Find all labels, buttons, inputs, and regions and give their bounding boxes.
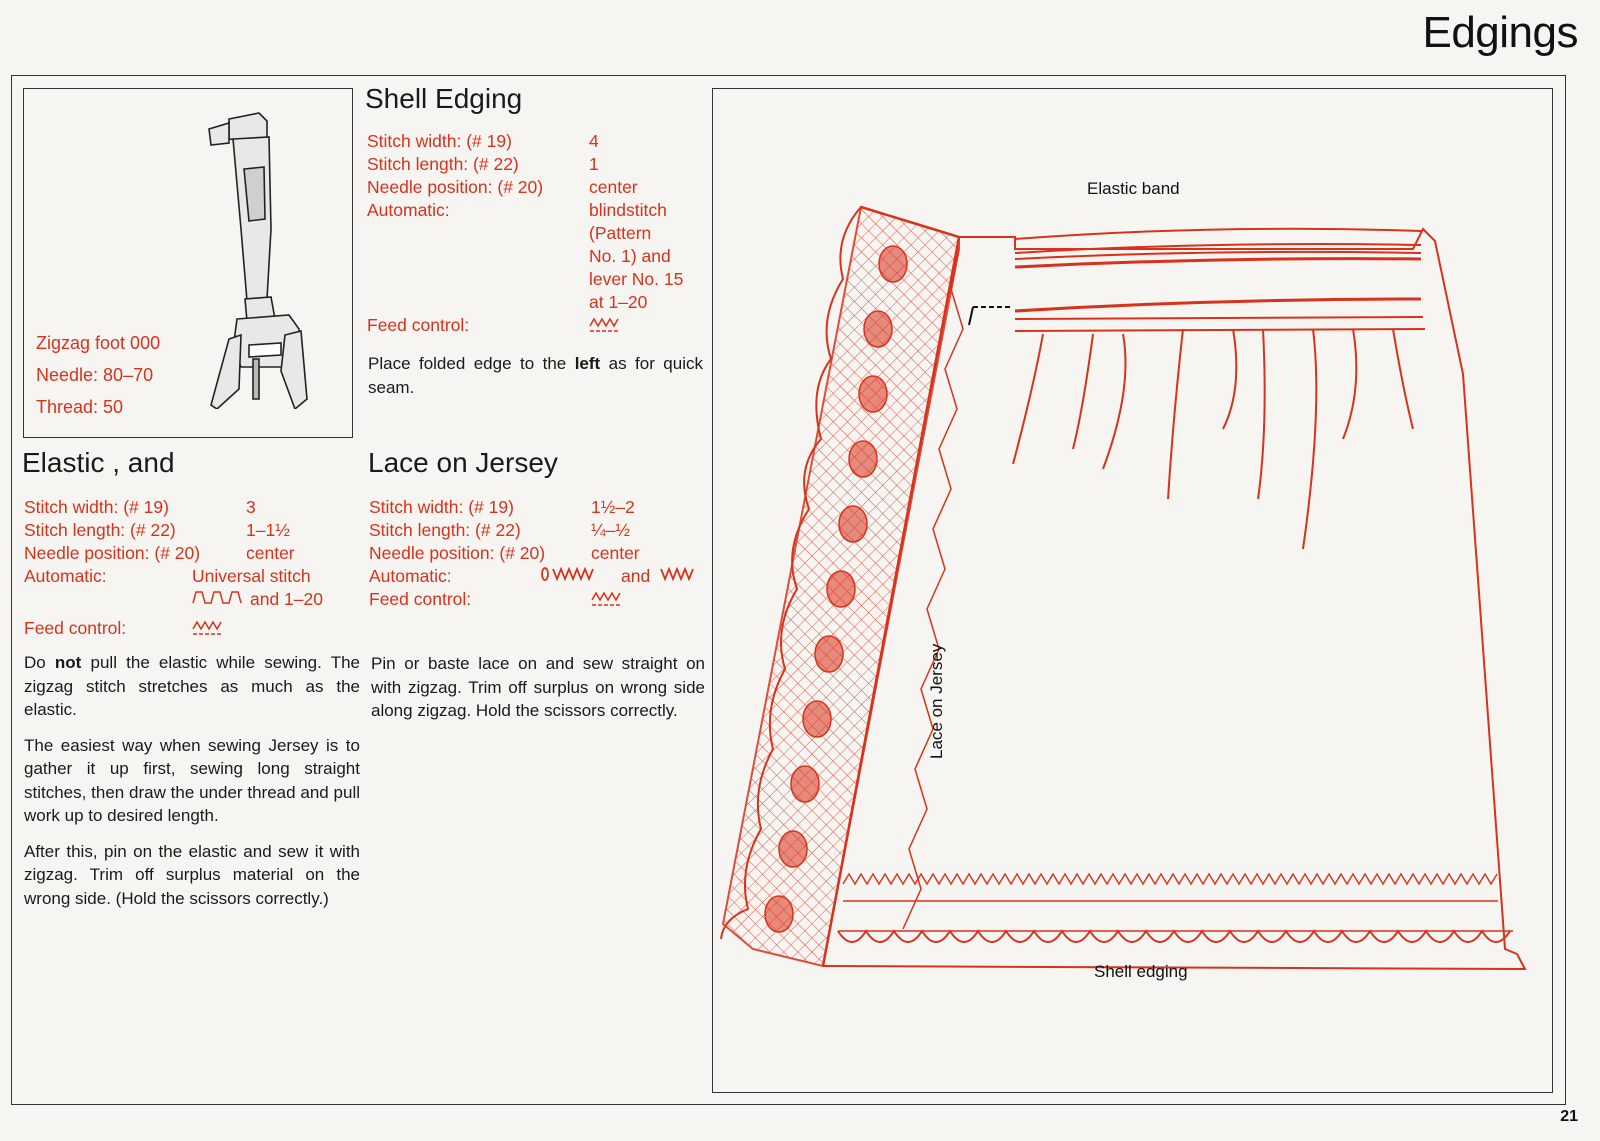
spec-row — [367, 222, 712, 245]
spec-key: Needle position: (# 20) — [369, 543, 546, 563]
spec-key: Feed control: — [367, 315, 470, 335]
spec-value: and — [621, 566, 651, 586]
spec-row — [367, 176, 712, 199]
spec-row — [24, 519, 359, 542]
spec-row — [367, 199, 712, 222]
spec-key: Automatic: — [369, 566, 452, 586]
thread-size: Thread: 50 — [36, 397, 124, 417]
universal-stitch-icon — [192, 588, 244, 612]
text-bold: not — [54, 653, 82, 672]
lace-text — [371, 652, 705, 735]
spec-value: 1 — [589, 154, 599, 174]
spec-key: Stitch width: (# 19) — [369, 497, 514, 517]
spec-value: 1–1½ — [246, 520, 290, 540]
shell-edging-label: Shell edging — [1094, 962, 1188, 981]
text-segment: Place folded edge to the — [368, 354, 575, 373]
spec-key: Stitch length: (# 22) — [367, 154, 519, 174]
elastic-heading: Elastic , and — [22, 447, 175, 478]
elastic-specs — [24, 496, 359, 640]
skirt-illustration-box — [712, 88, 1553, 1093]
shell-edging-heading: Shell Edging — [365, 83, 523, 114]
lace-specs — [369, 496, 714, 611]
paragraph: The easiest way when sewing Jersey is to gather it up first, sewing long straight stitches, then draw the under thread and pull work up to desired length. — [24, 735, 360, 825]
foot-specs — [36, 327, 160, 423]
spec-value: No. 1) and — [589, 246, 671, 266]
spec-row — [367, 268, 712, 291]
spec-value: and 1–20 — [250, 589, 323, 609]
spec-key: Feed control: — [369, 589, 472, 609]
spec-value: at 1–20 — [589, 292, 648, 312]
lace-on-jersey-label: Lace on Jersey — [927, 643, 946, 759]
spec-row — [24, 565, 359, 588]
spec-key: Stitch width: (# 19) — [24, 497, 169, 517]
feed-control-icon — [591, 588, 623, 611]
page-title: Edgings — [1422, 8, 1578, 57]
feed-control-icon — [589, 314, 621, 337]
spec-value: (Pattern — [589, 223, 652, 243]
paragraph: After this, pin on the elastic and sew it with zigzag. Trim off surplus material on the wrong side. (Hold the scissors correctly.) — [24, 841, 360, 908]
text-segment: as for quick seam. — [368, 354, 703, 397]
spec-value: ¼–½ — [591, 520, 630, 540]
spec-key: Feed control: — [24, 618, 127, 638]
skirt-illustration — [713, 89, 1554, 1094]
spec-row — [369, 588, 714, 611]
spec-key: Stitch length: (# 22) — [369, 520, 521, 540]
spec-key: Automatic: — [367, 200, 450, 220]
spec-value: lever No. 15 — [589, 269, 684, 289]
zigzag-pattern-icon — [659, 565, 695, 588]
zigzag-foot-illustration — [189, 109, 309, 409]
spec-key: Stitch length: (# 22) — [24, 520, 176, 540]
spec-value: 1½–2 — [591, 497, 635, 517]
shell-edging-text — [368, 352, 703, 411]
shell-edging-specs — [367, 130, 712, 337]
text-bold: left — [574, 354, 601, 373]
spec-value: 3 — [246, 497, 256, 517]
elastic-band-label: Elastic band — [1087, 179, 1180, 198]
feed-control-icon — [192, 617, 224, 640]
spec-value: Universal stitch — [192, 566, 311, 586]
spec-value: blindstitch — [589, 200, 667, 220]
paragraph: Pin or baste lace on and sew straight on with zigzag. Trim off surplus on wrong side along zigzag. Hold the scissors correctly. — [371, 654, 705, 720]
spec-row — [24, 617, 359, 640]
spec-row — [369, 496, 714, 519]
spec-row — [369, 519, 714, 542]
spec-key: Needle position: (# 20) — [24, 543, 201, 563]
spec-value: center — [591, 543, 640, 563]
spec-value: 4 — [589, 131, 599, 151]
spec-row — [369, 542, 714, 565]
zigzag-pattern-icon — [541, 565, 619, 588]
spec-value: center — [589, 177, 638, 197]
spec-key: Automatic: — [24, 566, 107, 586]
spec-row — [367, 130, 712, 153]
spec-value: center — [246, 543, 295, 563]
spec-row — [24, 588, 359, 611]
text-segment: Do — [24, 653, 55, 672]
spec-row — [367, 314, 712, 337]
needle-size: Needle: 80–70 — [36, 365, 154, 385]
page-number: 21 — [1560, 1108, 1578, 1125]
spec-row — [369, 565, 714, 588]
spec-key: Needle position: (# 20) — [367, 177, 544, 197]
elastic-text — [24, 651, 360, 922]
spec-row — [367, 245, 712, 268]
text-segment: pull the elastic while sewing. The zigzag stitch stretches as much as the elastic. — [24, 653, 360, 719]
spec-row — [367, 153, 712, 176]
spec-row — [24, 496, 359, 519]
spec-key: Stitch width: (# 19) — [367, 131, 512, 151]
spec-row — [367, 291, 712, 314]
lace-heading: Lace on Jersey — [368, 447, 558, 478]
spec-row — [24, 542, 359, 565]
foot-type: Zigzag foot 000 — [36, 333, 161, 353]
presser-foot-box — [23, 88, 353, 438]
